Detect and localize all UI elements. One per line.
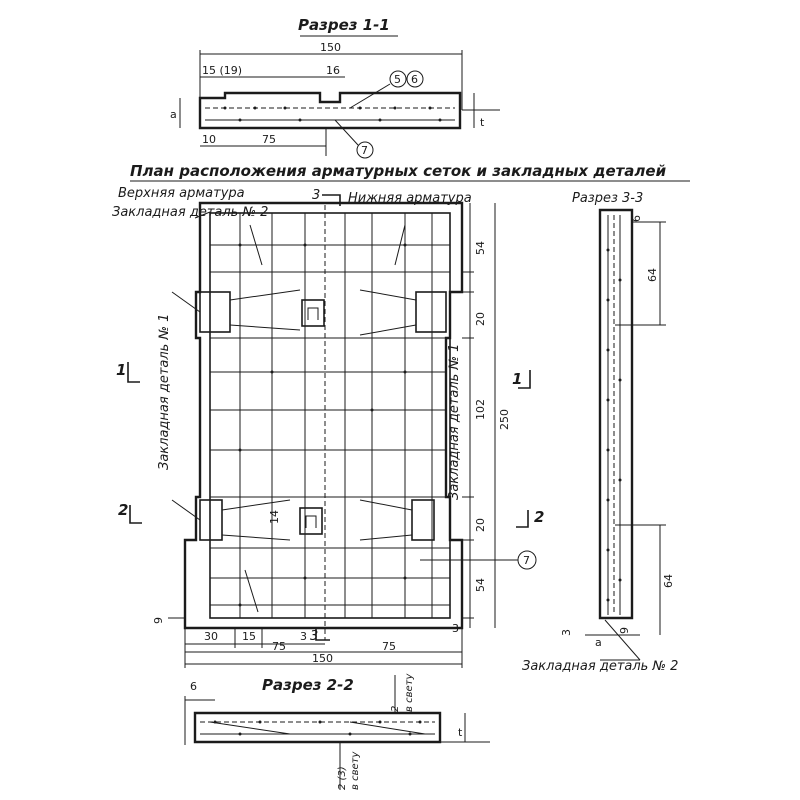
plan-dim-75-left: 75: [272, 640, 286, 653]
callout-7-top: 7: [361, 144, 368, 157]
section-2-2-svetu-top: в свету: [404, 673, 415, 712]
plan-dim-14: 14: [268, 510, 281, 524]
section-1-1-dim-16: 16: [326, 64, 340, 77]
section-1-1-dim-150: 150: [320, 41, 341, 54]
section-3-3-dim-9: 9: [618, 627, 631, 634]
section-3-3-dim-3: 3: [560, 629, 573, 636]
section-2-2-svetu-bottom: в свету: [350, 751, 361, 790]
plan-vertical-rebars: [240, 213, 432, 618]
plan-horizontal-rebars: [210, 245, 450, 605]
embedded-part-1-right-label: Закладная деталь № 1: [447, 343, 462, 500]
section-1-1-dim-15-19: 15 (19): [202, 64, 243, 77]
plan-dim-3-bottom: 3: [300, 630, 307, 643]
plan-dim-20-top: 20: [474, 312, 487, 326]
section-1-1-rebar-dots: [224, 107, 442, 122]
plan-dim-15: 15: [242, 630, 256, 643]
top-reinforcement-label: Верхняя арматура: [118, 186, 245, 201]
section-2-2-dim-t: t: [458, 726, 463, 739]
section-1-1-dim-10: 10: [202, 133, 216, 146]
section-cut-2-left: 2: [118, 501, 129, 519]
section-2-2-title: Разрез 2-2: [262, 676, 354, 694]
plan-dim-102: 102: [474, 399, 487, 420]
embedded-part-top-right: [416, 292, 446, 332]
plan-dim-75-right: 75: [382, 640, 396, 653]
plan-dim-54-top: 54: [474, 241, 487, 255]
plan-dim-3-right: 3: [452, 622, 459, 635]
section-1-1-dim-a: a: [170, 108, 177, 121]
section-cut-3-top: 3: [312, 188, 321, 203]
section-cut-3-bottom: 3: [310, 629, 319, 644]
section-cut-2-right: 2: [534, 508, 545, 526]
bottom-reinforcement-label: Нижняя арматура: [348, 191, 472, 206]
section-1-1-dim-t: t: [480, 116, 485, 129]
section-2-2-dim-6: 6: [190, 680, 197, 693]
plan-dim-20-bottom: 20: [474, 518, 487, 532]
section-1-1: [170, 16, 500, 158]
section-2-2-dim-2: 2: [390, 705, 401, 712]
embedded-part-bottom-right: [412, 500, 434, 540]
plan-rebar-dots: [239, 244, 407, 607]
embedded-part-2-label: Закладная деталь № 2: [112, 205, 269, 220]
embedded-part-bottom-left: [200, 500, 222, 540]
section-3-3-dim-64-top: 64: [646, 268, 659, 282]
section-3-3: [522, 210, 678, 674]
section-cut-1-right: 1: [512, 370, 523, 388]
callout-7-plan: 7: [523, 554, 530, 567]
embedded-part-1-left-label: Закладная деталь № 1: [157, 313, 172, 470]
section-3-3-dim-64-bottom: 64: [662, 574, 675, 588]
plan-dim-250: 250: [498, 409, 511, 430]
section-3-3-dim-6: 6: [630, 215, 643, 222]
embedded-part-top-left: [200, 292, 230, 332]
section-3-3-title: Разрез 3-3: [572, 191, 644, 206]
section-2-2-dim-2-3: 2 (3): [337, 766, 348, 790]
plan-title: План расположения арматурных сеток и закладных деталей: [130, 162, 667, 180]
plan-diagonal-bars: [222, 225, 416, 612]
embedded-part-2-bottom-label: Закладная деталь № 2: [522, 659, 679, 674]
callout-6: 6: [411, 73, 418, 86]
plan-dim-150: 150: [312, 652, 333, 665]
callout-5: 5: [394, 73, 401, 86]
plan-titles: [112, 162, 690, 220]
plan-dim-30: 30: [204, 630, 218, 643]
plan-dim-54-bottom: 54: [474, 578, 487, 592]
section-3-3-dim-a: a: [595, 636, 602, 649]
section-cut-1-left: 1: [116, 361, 127, 379]
section-1-1-title: Разрез 1-1: [298, 16, 390, 34]
section-1-1-dim-75: 75: [262, 133, 276, 146]
plan-view: [116, 203, 544, 668]
plan-dim-9: 9: [152, 617, 165, 624]
section-2-2: [185, 673, 490, 790]
lifting-loop-bottom: [300, 508, 322, 534]
